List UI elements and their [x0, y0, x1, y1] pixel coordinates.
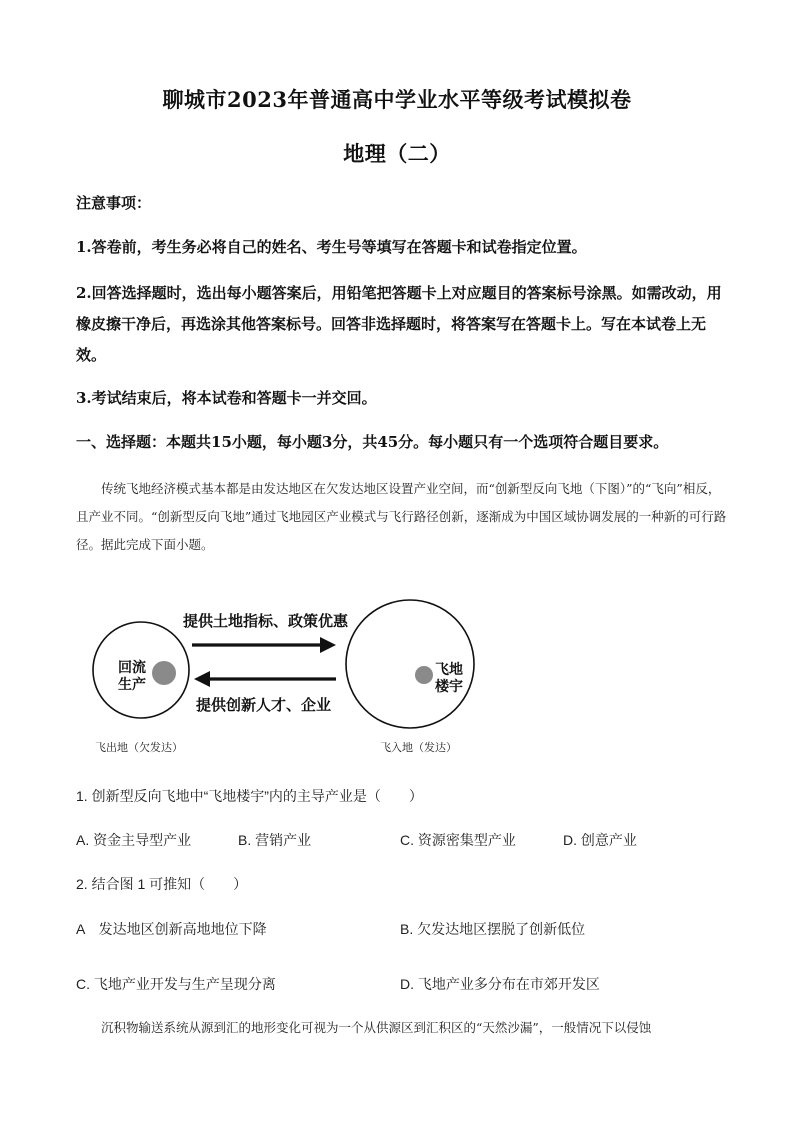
exam-title: 聊城市2023年普通高中学业水平等级考试模拟卷	[162, 87, 632, 112]
question-1-option-d: D. 创意产业	[563, 832, 637, 848]
notice-item-2: 2.回答选择题时，选出每小题答案后，用铅笔把答题卡上对应题目的答案标号涂黑。如需改动，用橡皮擦干净后，再选涂其他答案标号。回答非选择题时，将答案写在答题卡上。写在本试卷上无效。	[76, 284, 722, 364]
left-circle-label-1: 回流	[118, 660, 146, 676]
question-2-option-b: B. 欠发达地区摆脱了创新低位	[400, 921, 586, 937]
question-2-option-d: D. 飞地产业多分布在市郊开发区	[400, 976, 600, 992]
notice-item-3: 3.考试结束后，将本试卷和答题卡一并交回。	[76, 389, 377, 407]
left-caption: 飞出地（欠发达）	[95, 742, 183, 754]
right-caption: 飞入地（发达）	[380, 742, 457, 754]
question-1-stem: 1. 创新型反向飞地中“飞地楼宇”内的主导产业是（ ）	[76, 788, 423, 804]
question-1-option-a: A. 资金主导型产业	[76, 832, 192, 848]
passage-2: 沉积物输送系统从源到汇的地形变化可视为一个从供源区到汇积区的“天然沙漏”，一般情况下以侵蚀	[101, 1020, 652, 1035]
left-dot	[152, 661, 176, 685]
right-dot	[415, 666, 433, 684]
bottom-arrow-label: 提供创新人才、企业	[196, 696, 332, 714]
section-heading: 一、选择题：本题共15小题，每小题3分，共45分。每小题只有一个选项符合题目要求。	[76, 433, 669, 451]
question-1-option-b: B. 营销产业	[238, 832, 312, 848]
bottom-arrow-head	[194, 671, 210, 687]
left-circle-label-2: 生产	[118, 677, 146, 693]
notice-heading: 注意事项：	[76, 194, 152, 212]
top-arrow-label: 提供土地指标、政策优惠	[183, 612, 349, 630]
question-2-stem: 2. 结合图 1 可推知（ ）	[76, 876, 248, 892]
right-circle-label-2: 楼宇	[435, 679, 463, 695]
passage-1: 传统飞地经济模式基本都是由发达地区在欠发达地区设置产业空间，而“创新型反向飞地（下图）”的“飞向”相反，且产业不同。“创新型反向飞地”通过飞地园区产业模式与飞行路径创新，逐渐成为中国区域协调发展的一种新的可行路径。据此完成下面小题。	[76, 481, 727, 552]
right-circle-label-1: 飞地	[435, 662, 463, 678]
question-2-option-a: A 发达地区创新高地地位下降	[76, 921, 267, 937]
question-1-option-c: C. 资源密集型产业	[400, 832, 516, 848]
top-arrow-head	[320, 637, 336, 653]
notice-item-1: 1.答卷前，考生务必将自己的姓名、考生号等填写在答题卡和试卷指定位置。	[76, 238, 587, 256]
exam-subtitle: 地理（二）	[343, 141, 451, 166]
question-2-option-c: C. 飞地产业开发与生产呈现分离	[76, 976, 276, 992]
